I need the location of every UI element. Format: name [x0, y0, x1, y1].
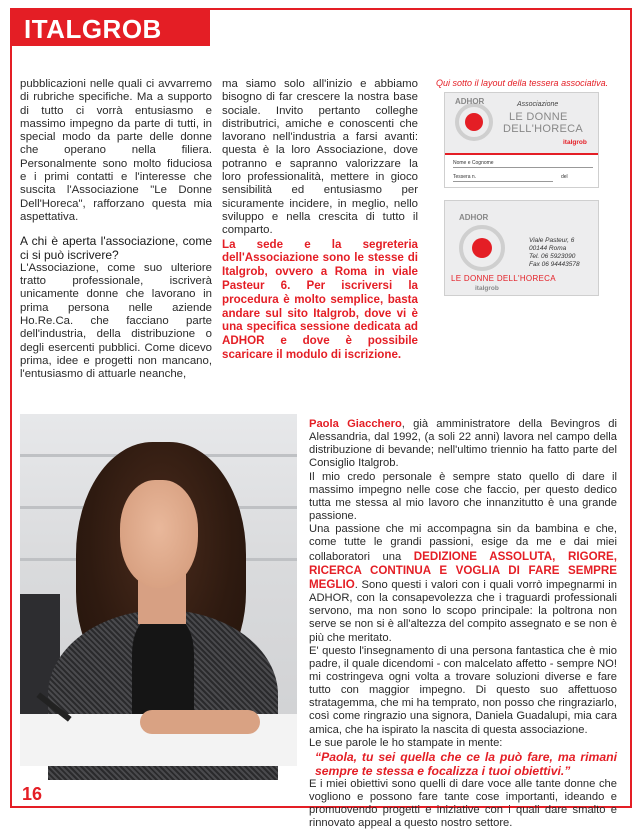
portrait-photo — [20, 414, 297, 766]
face — [120, 480, 198, 588]
card-association-label: Associazione — [517, 101, 559, 108]
address-line: Fax 06 94443578 — [529, 261, 580, 268]
text-column-2 — [222, 78, 418, 362]
interview-question: A chi è aperta l'associazione, come ci si può iscrivere? — [20, 234, 212, 262]
adhor-logo-icon — [459, 225, 505, 271]
highlight-paragraph: La sede e la segreteria dell'Associazione sono le stesse di Italgrob, ovvero a Roma in viale Pasteur 6. Per iscriversi la procedura è molto semplice, basta andare sul sito Italgrob, dove vi è una specifica sessione dedicata ad ADHOR e dove è possibile scaricare il modulo di iscrizione. — [222, 237, 418, 361]
brand-bar — [10, 8, 210, 46]
address-line: Viale Pasteur, 6 — [529, 237, 575, 244]
card-name-line-1: LE DONNE — [509, 111, 568, 123]
paragraph: E' questo l'insegnamento di una persona fantastica che è mio padre, il quale dicendomi - con malcelato affetto - sempre NO! mi costringeva ogni volta a trovare soluzioni diverse e fare tutto con maggior impegno. Di questo suo affettuoso stratagemma, che mi ha temprato, non posso che ringraziarlo, così come ringrazio una signora, Daniela Guadalupi, mia cara amica, che ha ispirato la nascita di questa associazione. — [309, 644, 617, 736]
card-adhor-label: ADHOR — [459, 213, 489, 222]
card-adhor-label: ADHOR — [455, 97, 485, 106]
paragraph: ma siamo solo all'inizio e abbiamo bisogno di far crescere la nostra base sociale. Invito pertanto colleghe distributrici, amiche e conoscenti che lavorano nell'industria a farsi avanti: questa è la loro Associazione, dove potranno e sapranno valorizzare la loro professionalità, mettere in gioco sensibilità ed entusiasmo per sicuramente incidere, in meglio, nello sviluppo e nella crescita di tutto il comparto. — [222, 78, 418, 237]
text-column-1 — [20, 78, 212, 382]
person-name: Paola Giacchero — [309, 418, 402, 430]
card-field-date: del — [561, 174, 568, 180]
card-brand: italgrob — [563, 139, 587, 146]
card-caption: Qui sotto il layout della tessera associativa. — [436, 78, 609, 88]
adhor-logo-icon — [455, 103, 493, 141]
page-number: 16 — [22, 784, 43, 804]
address-line: Tel. 06 5923090 — [529, 253, 576, 260]
paragraph — [309, 523, 617, 644]
paragraph: E i miei obiettivi sono quelli di dare voce alle tante donne che vogliono e possono fare tante cose importanti, ideando e promuovendo progetti e iniziative con i quali dare smalto e rinnovato appeal a questo nostro settore. — [309, 777, 617, 830]
brand-title: ITALGROB — [24, 14, 162, 44]
paragraph: pubblicazioni nelle quali ci avvarremo di rubriche specifiche. Ma a supporto di tutto ci vorrà entusiasmo e massimo impegno da parte di tutti, in special modo da parte delle donne che operano nella filiera. Personalmente sono molto fiduciosa e i primi contatti e l'interesse che suscita l'Associazione "Le Donne Dell'Horeca", rafforzano questa mia aspettativa. — [20, 78, 212, 223]
paragraph: Le sue parole le ho stampate in mente: — [309, 736, 503, 749]
card-address — [529, 237, 580, 269]
paragraph — [309, 418, 617, 471]
highlight-text: DEDIZIONE ASSOLUTA, RIGORE, RICERCA CONTINUA E VOGLIA DI FARE SEMPRE MEGLIO — [309, 549, 617, 591]
hands — [140, 710, 260, 734]
card-name-line-2: DELL'HORECA — [503, 123, 583, 135]
card-signature-area — [445, 153, 598, 187]
card-field-number: Tessera n. — [453, 173, 553, 182]
membership-card-front — [444, 92, 599, 188]
address-line: 00144 Roma — [529, 245, 567, 252]
quote: “Paola, tu sei quella che ce la può fare, ma rimani sempre te stessa e focalizza i tuoi obiettivi.” — [315, 749, 617, 778]
paragraph-text: . Sono questi i valori con i quali vorrò impegnarmi in ADHOR, con la consapevolezza che i traguardi professionali servono, ma non sono lo scopo principale: la poltrona non serve se non si è all'altezza del compito assegnato e se non è più che meritato. — [309, 578, 617, 644]
paragraph: L'Associazione, come suo ulteriore tratto professionale, iscriverà unicamente donne che lavorano in prima persona nelle aziende Ho.Re.Ca. che facciano parte dell'industria, della distribuzione o degli esercenti pubblici. Come dicevo prima, idee e progetti non mancano, l'entusiasmo di attuarle neanche, — [20, 261, 212, 381]
paragraph-text: , già amministratore della Bevingros di Alessandria, dal 1992, (a soli 22 anni) lavora nel campo della distribuzione di bevande; nell'ultimo triennio ha fatto parte del Consiglio Italgrob. — [309, 418, 617, 470]
card-field-name: Nome e Cognome — [453, 159, 593, 168]
card-brand: italgrob — [475, 285, 499, 292]
paragraph: Il mio credo personale è sempre stato quello di dare il massimo impegno nelle cose che faccio, per questo dedico tutta me stessa al mio lavoro che innanzitutto è una grande passione. — [309, 470, 617, 523]
membership-card-back — [444, 200, 599, 296]
bio-text — [309, 418, 617, 831]
paragraph-text: Una passione che mi accompagna sin da bambina e che, come tutte le grandi passioni, esige da me e dai miei collaboratori una — [309, 523, 617, 563]
card-name-full: LE DONNE DELL'HORECA — [451, 274, 556, 283]
